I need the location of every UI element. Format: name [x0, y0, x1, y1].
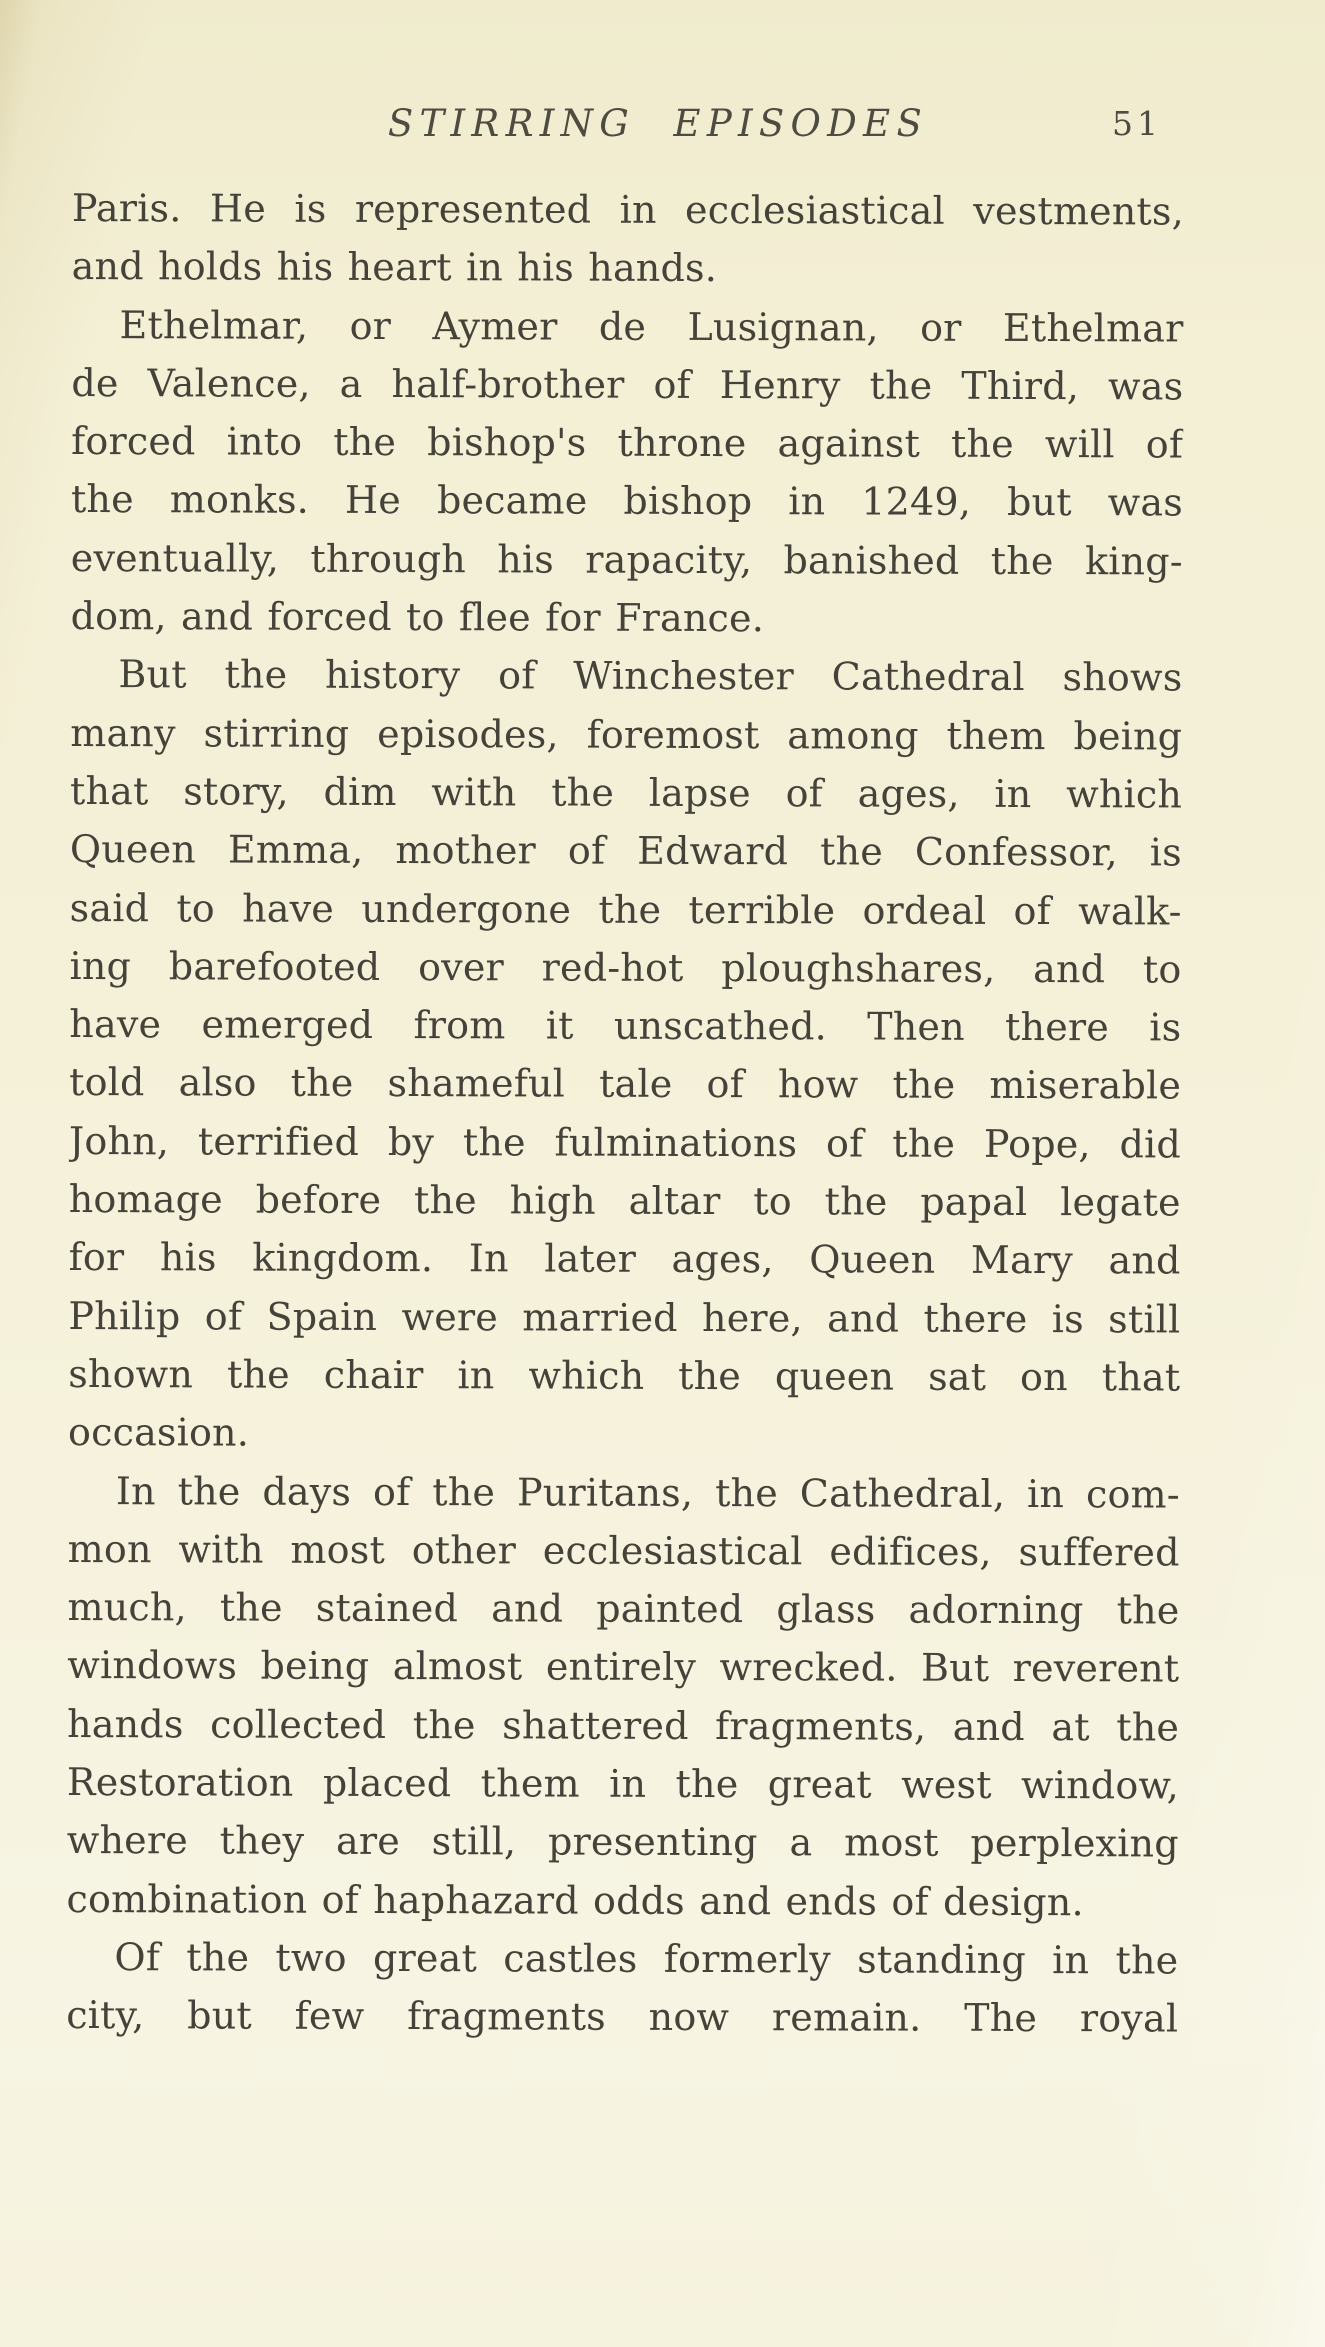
text-line: that story, dim with the lapse of ages, in which	[70, 768, 1183, 817]
text-line: shown the chair in which the queen sat on that	[68, 1351, 1181, 1400]
text-line: Philip of Spain were married here, and there is still	[68, 1293, 1181, 1342]
text-line: windows being almost entirely wrecked. But reverent	[67, 1643, 1180, 1691]
text-line: ing barefooted over red-hot ploughshares, and to	[69, 943, 1182, 992]
text-line: eventually, through his rapacity, banished the king-	[70, 535, 1183, 584]
text-line: have emerged from it unscathed. Then there is	[69, 1002, 1182, 1050]
text-line: Paris. He is represented in ecclesiastical vestments,	[71, 185, 1184, 234]
text-line: for his kingdom. In later ages, Queen Mary and	[68, 1235, 1181, 1283]
text-line: John, terrified by the fulminations of the Pope, did	[68, 1118, 1182, 1167]
text-line: Ethelmar, or Aymer de Lusignan, or Ethelmar	[119, 302, 1184, 351]
text-line: Queen Emma, mother of Edward the Confessor, is	[69, 827, 1182, 875]
text-line: forced into the bishop's throne against the will of	[71, 419, 1184, 467]
running-header-title: STIRRING EPISODES	[387, 102, 929, 145]
text-line: Of the two great castles formerly standing in the	[114, 1935, 1179, 1983]
body-text	[66, 179, 1184, 2048]
text-line: city, but few fragments now remain. The royal	[66, 1993, 1179, 2041]
text-line: de Valence, a half-brother of Henry the Third, was	[71, 360, 1184, 409]
text-line: In the days of the Puritans, the Cathedral, in com-	[115, 1468, 1180, 1517]
page-number: 51	[1112, 104, 1162, 143]
text-line: the monks. He became bishop in 1249, but was	[70, 477, 1184, 525]
text-line: where they are still, presenting a most perplexing	[66, 1818, 1179, 1866]
text-line: dom, and forced to flee for France.	[70, 594, 765, 641]
text-line: combination of haphazard odds and ends of design.	[66, 1876, 1084, 1924]
text-line: homage before the high altar to the papal legate	[68, 1177, 1181, 1225]
text-line: But the history of Winchester Cathedral shows	[118, 652, 1183, 700]
text-line: mon with most other ecclesiastical edifices, suffered	[67, 1526, 1180, 1575]
text-line: and holds his heart in his hands.	[71, 244, 718, 291]
text-line: many stirring episodes, foremost among them being	[70, 710, 1183, 759]
text-line: Restoration placed them in the great west window,	[66, 1760, 1180, 1808]
text-line: told also the shameful tale of how the miserable	[69, 1060, 1182, 1108]
text-line: occasion.	[67, 1410, 250, 1455]
text-line: said to have undergone the terrible ordeal of walk-	[69, 885, 1182, 934]
text-line: hands collected the shattered fragments, and at the	[67, 1701, 1180, 1750]
text-line: much, the stained and painted glass adorning the	[67, 1585, 1180, 1633]
page-header	[72, 102, 1184, 154]
